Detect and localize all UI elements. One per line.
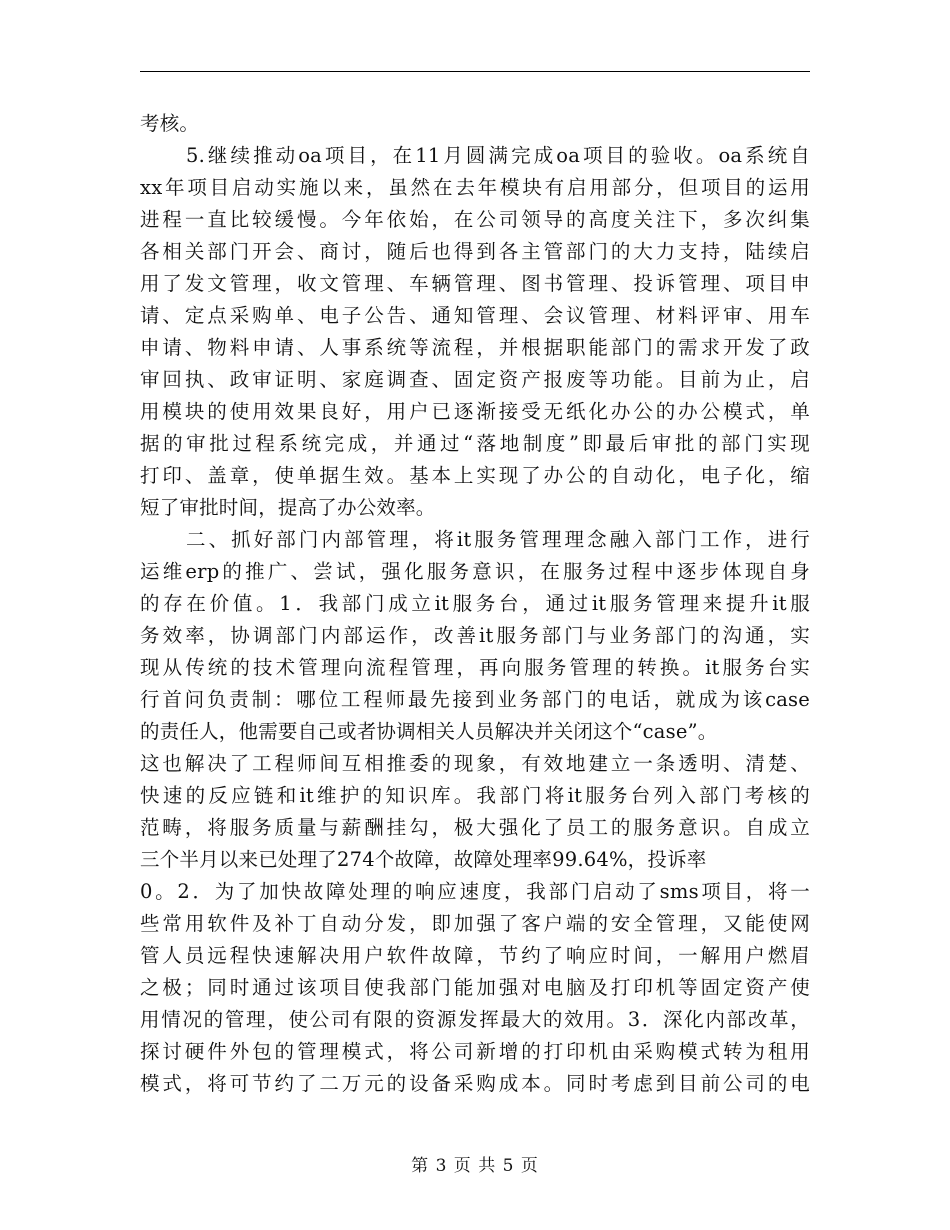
text-line: 0。2．为了加快故障处理的响应速度，我部门启动了sms项目，将一 [140, 880, 810, 903]
text-line: 用情况的管理，使公司有限的资源发挥最大的效用。3．深化内部改革， [140, 1008, 810, 1031]
text-line: 进程一直比较缓慢。今年依始，在公司领导的高度关注下，多次纠集 [140, 208, 810, 231]
text-line: 据的审批过程系统完成，并通过“落地制度”即最后审批的部门实现 [140, 432, 810, 455]
text-line: 运维erp的推广、尝试，强化服务意识，在服务过程中逐步体现自身 [140, 560, 810, 583]
text-line: 快速的反应链和it维护的知识库。我部门将it服务台列入部门考核的 [140, 784, 810, 807]
text-line: 务效率，协调部门内部运作，改善it服务部门与业务部门的沟通，实 [140, 624, 810, 647]
page-number-footer: 第 3 页 共 5 页 [411, 1156, 539, 1176]
text-line: 用模块的使用效果良好，用户已逐渐接受无纸化办公的办公模式，单 [140, 400, 810, 423]
text-line: 的存在价值。1．我部门成立it服务台，通过it服务管理来提升it服 [140, 592, 810, 615]
text-line: 之极；同时通过该项目使我部门能加强对电脑及打印机等固定资产使 [140, 976, 810, 999]
text-line: 这也解决了工程师间互相推委的现象，有效地建立一条透明、清楚、 [140, 752, 810, 775]
text-line: 管人员远程快速解决用户软件故障，节约了响应时间，一解用户燃眉 [140, 944, 810, 967]
text-line: 的责任人，他需要自己或者协调相关人员解决并关闭这个“case”。 [140, 720, 718, 743]
text-line: 三个半月以来已处理了274个故障，故障处理率99.64%，投诉率 [140, 848, 707, 871]
text-line: 现从传统的技术管理向流程管理，再向服务管理的转换。it服务台实 [140, 656, 810, 679]
text-line: 打印、盖章，使单据生效。基本上实现了办公的自动化，电子化，缩 [140, 464, 810, 487]
text-line: 审回执、政审证明、家庭调查、固定资产报废等功能。目前为止，启 [140, 368, 810, 391]
text-line: 行首问负责制：哪位工程师最先接到业务部门的电话，就成为该case [140, 688, 810, 711]
text-line: 些常用软件及补丁自动分发，即加强了客户端的安全管理，又能使网 [140, 912, 810, 935]
text-line: 范畴，将服务质量与薪酬挂勾，极大强化了员工的服务意识。自成立 [140, 816, 810, 839]
document-body [140, 108, 810, 1100]
text-line: 申请、物料申请、人事系统等流程，并根据职能部门的需求开发了政 [140, 336, 810, 359]
text-line: 二、抓好部门内部管理，将it服务管理理念融入部门工作，进行 [186, 528, 810, 551]
text-line: 各相关部门开会、商讨，随后也得到各主管部门的大力支持，陆续启 [140, 240, 810, 263]
text-line: 短了审批时间，提高了办公效率。 [140, 496, 436, 519]
text-line: 模式，将可节约了二万元的设备采购成本。同时考虑到目前公司的电 [140, 1072, 810, 1095]
text-line: 请、定点采购单、电子公告、通知管理、会议管理、材料评审、用车 [140, 304, 810, 327]
text-line: 用了发文管理，收文管理、车辆管理、图书管理、投诉管理、项目申 [140, 272, 810, 295]
text-line: xx年项目启动实施以来，虽然在去年模块有启用部分，但项目的运用 [140, 176, 810, 199]
text-line: 探讨硬件外包的管理模式，将公司新增的打印机由采购模式转为租用 [140, 1040, 810, 1063]
header-rule [140, 71, 810, 72]
text-line: 5.继续推动oa项目，在11月圆满完成oa项目的验收。oa系统自 [186, 144, 810, 167]
text-line: 考核。 [140, 112, 200, 135]
